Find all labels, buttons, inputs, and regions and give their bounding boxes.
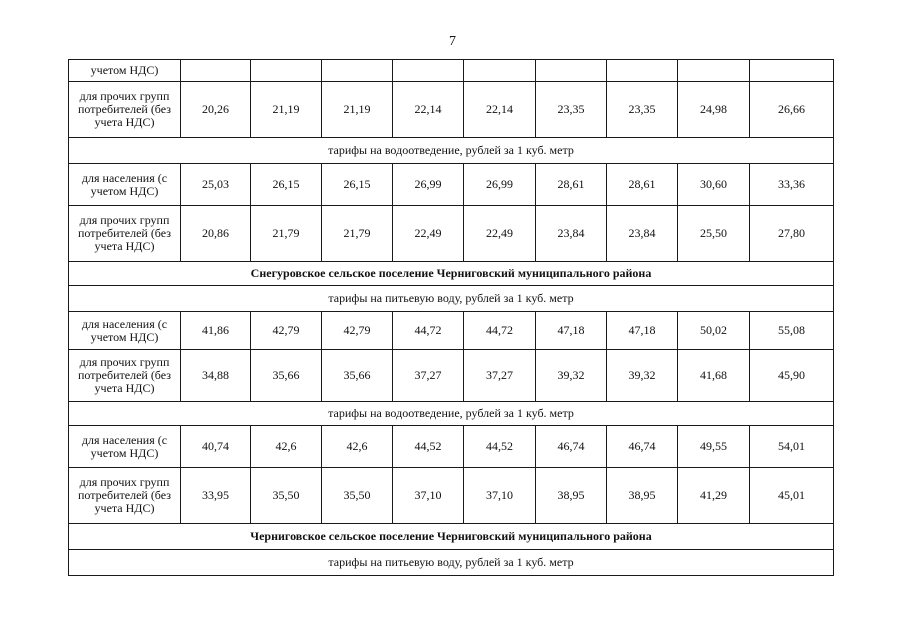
tariff-value: 47,18 bbox=[607, 312, 678, 350]
tariff-value: 21,79 bbox=[251, 206, 322, 262]
section-title: тарифы на водоотведение, рублей за 1 куб. метр bbox=[69, 138, 834, 164]
settlement-heading-row bbox=[69, 262, 834, 286]
tariff-value: 30,60 bbox=[678, 164, 750, 206]
tariff-value: 37,10 bbox=[464, 468, 536, 524]
row-label: для населения (с учетом НДС) bbox=[69, 312, 181, 350]
tariff-table bbox=[68, 59, 834, 576]
tariff-value: 41,86 bbox=[181, 312, 251, 350]
tariff-value: 22,49 bbox=[464, 206, 536, 262]
tariff-value: 44,72 bbox=[393, 312, 464, 350]
tariff-value: 24,98 bbox=[678, 82, 750, 138]
section-title: тарифы на питьевую воду, рублей за 1 куб. метр bbox=[69, 550, 834, 576]
tariff-value: 23,84 bbox=[536, 206, 607, 262]
tariff-value: 46,74 bbox=[607, 426, 678, 468]
page-number: 7 bbox=[449, 34, 456, 49]
tariff-value: 22,49 bbox=[393, 206, 464, 262]
settlement-heading: Снегуровское сельское поселение Черниговский муниципального района bbox=[69, 262, 834, 286]
table-row bbox=[69, 164, 834, 206]
tariff-value: 21,79 bbox=[322, 206, 393, 262]
tariff-value: 42,79 bbox=[251, 312, 322, 350]
tariff-value: 20,86 bbox=[181, 206, 251, 262]
tariff-value: 25,03 bbox=[181, 164, 251, 206]
tariff-value: 20,26 bbox=[181, 82, 251, 138]
tariff-value: 50,02 bbox=[678, 312, 750, 350]
tariff-value: 25,50 bbox=[678, 206, 750, 262]
tariff-value: 54,01 bbox=[750, 426, 834, 468]
tariff-value: 37,10 bbox=[393, 468, 464, 524]
tariff-value: 35,50 bbox=[322, 468, 393, 524]
tariff-value: 45,01 bbox=[750, 468, 834, 524]
tariff-value bbox=[322, 60, 393, 82]
tariff-value: 38,95 bbox=[536, 468, 607, 524]
tariff-value bbox=[750, 60, 834, 82]
row-label: для прочих групп потребителей (без учета НДС) bbox=[69, 468, 181, 524]
table-row bbox=[69, 426, 834, 468]
tariff-value: 44,52 bbox=[393, 426, 464, 468]
tariff-value: 41,29 bbox=[678, 468, 750, 524]
tariff-value: 39,32 bbox=[536, 350, 607, 402]
tariff-value: 45,90 bbox=[750, 350, 834, 402]
tariff-value bbox=[393, 60, 464, 82]
tariff-value: 55,08 bbox=[750, 312, 834, 350]
tariff-value: 26,99 bbox=[464, 164, 536, 206]
tariff-value: 42,79 bbox=[322, 312, 393, 350]
section-title: тарифы на водоотведение, рублей за 1 куб. метр bbox=[69, 402, 834, 426]
settlement-heading: Черниговское сельское поселение Черниговский муниципального района bbox=[69, 524, 834, 550]
tariff-value: 35,66 bbox=[322, 350, 393, 402]
tariff-value: 35,66 bbox=[251, 350, 322, 402]
tariff-value: 41,68 bbox=[678, 350, 750, 402]
tariff-value: 23,35 bbox=[607, 82, 678, 138]
row-label: для населения (с учетом НДС) bbox=[69, 426, 181, 468]
settlement-heading-row bbox=[69, 524, 834, 550]
tariff-value: 28,61 bbox=[607, 164, 678, 206]
tariff-value: 44,52 bbox=[464, 426, 536, 468]
tariff-value: 27,80 bbox=[750, 206, 834, 262]
tariff-value: 37,27 bbox=[464, 350, 536, 402]
section-row bbox=[69, 138, 834, 164]
tariff-value: 21,19 bbox=[322, 82, 393, 138]
row-label: учетом НДС) bbox=[69, 60, 181, 82]
tariff-value: 26,15 bbox=[251, 164, 322, 206]
tariff-value: 44,72 bbox=[464, 312, 536, 350]
tariff-value: 46,74 bbox=[536, 426, 607, 468]
tariff-value bbox=[464, 60, 536, 82]
tariff-value: 42,6 bbox=[251, 426, 322, 468]
tariff-value: 33,36 bbox=[750, 164, 834, 206]
tariff-value: 47,18 bbox=[536, 312, 607, 350]
row-label: для прочих групп потребителей (без учета НДС) bbox=[69, 82, 181, 138]
tariff-value bbox=[678, 60, 750, 82]
table-row bbox=[69, 468, 834, 524]
tariff-value: 38,95 bbox=[607, 468, 678, 524]
tariff-value: 42,6 bbox=[322, 426, 393, 468]
tariff-value bbox=[181, 60, 251, 82]
row-label: для прочих групп потребителей (без учета НДС) bbox=[69, 206, 181, 262]
tariff-value: 26,99 bbox=[393, 164, 464, 206]
tariff-value: 26,15 bbox=[322, 164, 393, 206]
tariff-value: 22,14 bbox=[464, 82, 536, 138]
tariff-value: 49,55 bbox=[678, 426, 750, 468]
tariff-value bbox=[251, 60, 322, 82]
tariff-value: 33,95 bbox=[181, 468, 251, 524]
table-row bbox=[69, 312, 834, 350]
section-row bbox=[69, 550, 834, 576]
section-row bbox=[69, 402, 834, 426]
tariff-value bbox=[607, 60, 678, 82]
tariff-value: 34,88 bbox=[181, 350, 251, 402]
tariff-value: 28,61 bbox=[536, 164, 607, 206]
tariff-value: 23,84 bbox=[607, 206, 678, 262]
tariff-value: 22,14 bbox=[393, 82, 464, 138]
row-label: для прочих групп потребителей (без учета НДС) bbox=[69, 350, 181, 402]
section-title: тарифы на питьевую воду, рублей за 1 куб. метр bbox=[69, 286, 834, 312]
tariff-value: 37,27 bbox=[393, 350, 464, 402]
tariff-value: 35,50 bbox=[251, 468, 322, 524]
tariff-value bbox=[536, 60, 607, 82]
tariff-value: 23,35 bbox=[536, 82, 607, 138]
tariff-value: 26,66 bbox=[750, 82, 834, 138]
table-row bbox=[69, 350, 834, 402]
tariff-value: 40,74 bbox=[181, 426, 251, 468]
table-row bbox=[69, 206, 834, 262]
tariff-value: 39,32 bbox=[607, 350, 678, 402]
table-row bbox=[69, 60, 834, 82]
table-row bbox=[69, 82, 834, 138]
tariff-value: 21,19 bbox=[251, 82, 322, 138]
row-label: для населения (с учетом НДС) bbox=[69, 164, 181, 206]
section-row bbox=[69, 286, 834, 312]
